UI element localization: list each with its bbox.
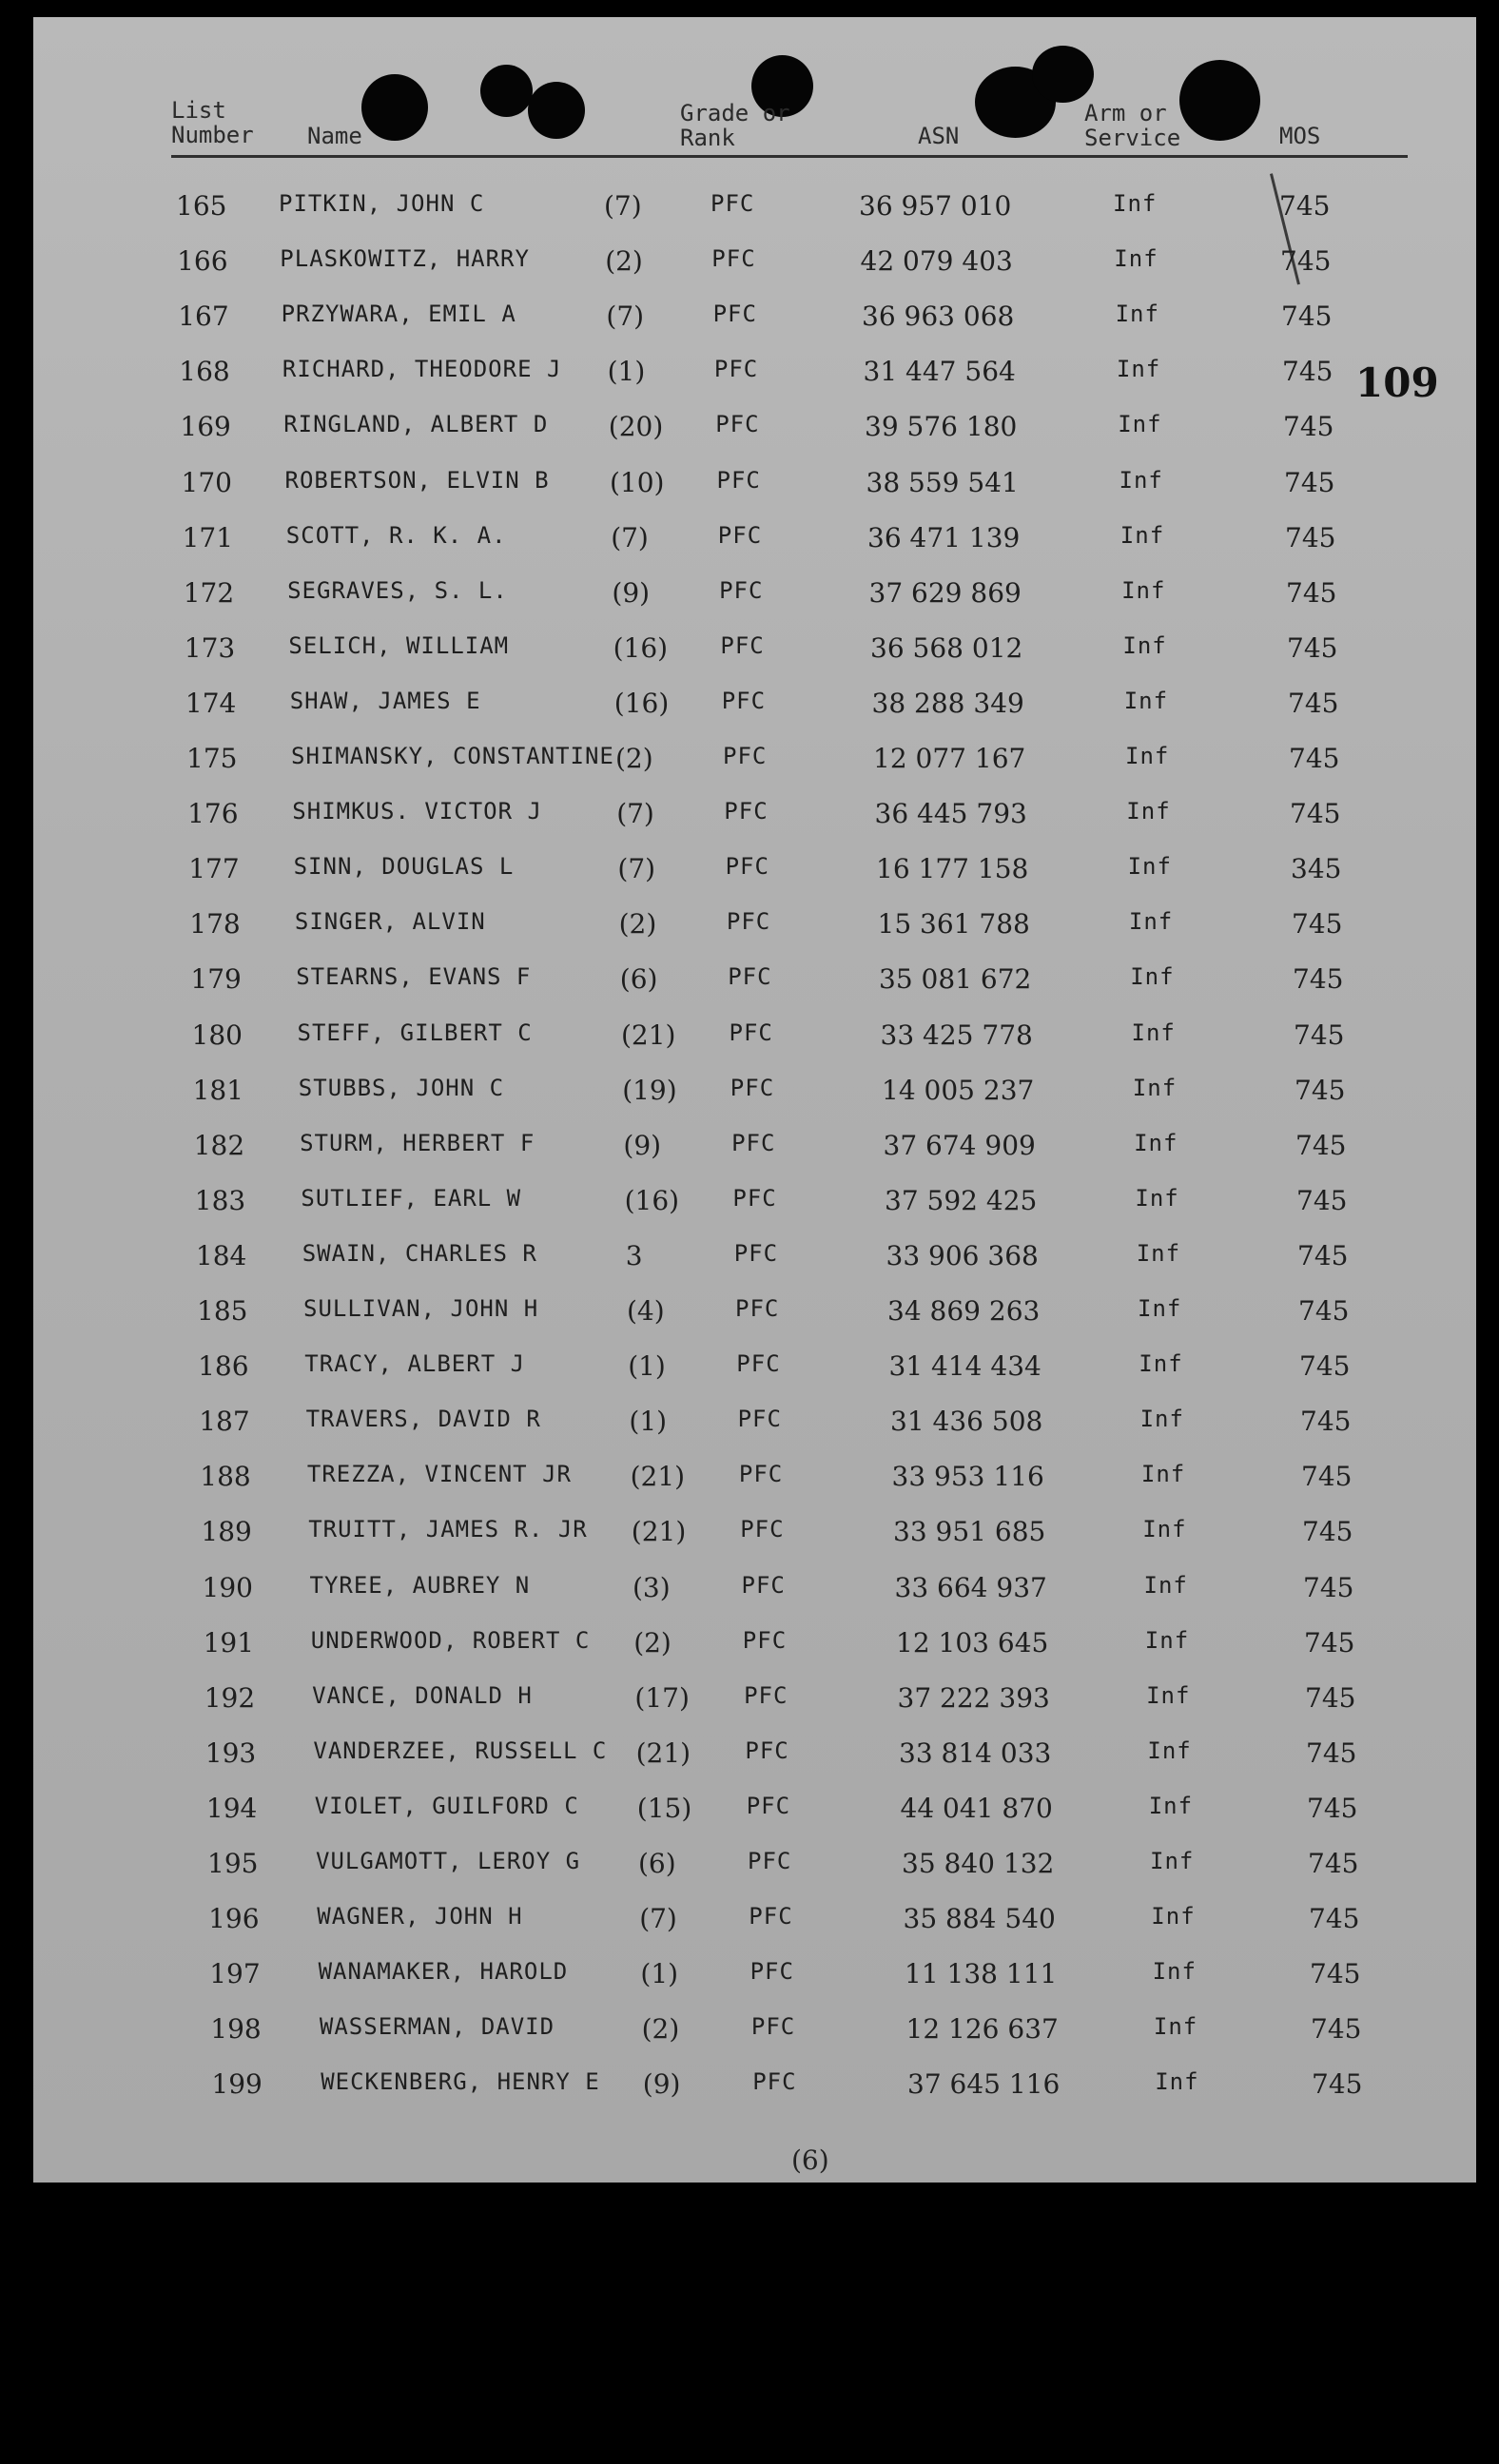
- group-number: (9): [623, 1129, 662, 1161]
- arm-of-service: Inf: [1113, 190, 1158, 217]
- header-asn: ASN: [918, 123, 960, 149]
- soldier-name: PLASKOWITZ, HARRY: [280, 245, 530, 273]
- roster-row: [33, 1130, 1476, 1185]
- asn: 33 906 368: [886, 1239, 1039, 1271]
- grade: PFC: [715, 411, 760, 438]
- list-number: 181: [192, 1074, 244, 1106]
- header-underline: [171, 155, 1408, 158]
- mos: 745: [1304, 1626, 1355, 1659]
- arm-of-service: Inf: [1134, 1129, 1178, 1156]
- roster-row: [33, 1075, 1476, 1130]
- grade: PFC: [729, 1019, 773, 1046]
- mos: 745: [1303, 1571, 1354, 1603]
- group-number: (7): [604, 190, 642, 222]
- list-number: 188: [200, 1461, 251, 1493]
- asn: 14 005 237: [882, 1074, 1035, 1106]
- arm-of-service: Inf: [1139, 1406, 1184, 1433]
- soldier-name: SULLIVAN, JOHN H: [303, 1295, 539, 1322]
- grade: PFC: [713, 356, 759, 383]
- asn: 35 884 540: [903, 1903, 1056, 1935]
- group-number: (16): [613, 687, 670, 719]
- soldier-name: SHIMKUS. VICTOR J: [292, 798, 542, 825]
- soldier-name: SCOTT, R. K. A.: [285, 521, 507, 549]
- grade: PFC: [735, 1295, 780, 1322]
- group-number: (1): [607, 356, 646, 388]
- soldier-name: WECKENBERG, HENRY E: [321, 2068, 600, 2096]
- soldier-name: WANAMAKER, HAROLD: [318, 1958, 569, 1986]
- mos: 745: [1288, 687, 1339, 719]
- arm-of-service: Inf: [1131, 1019, 1176, 1046]
- roster-row: [33, 963, 1476, 1019]
- arm-of-service: Inf: [1115, 301, 1159, 328]
- group-number: (1): [629, 1406, 668, 1438]
- header-mos: MOS: [1279, 123, 1321, 149]
- arm-of-service: Inf: [1153, 2013, 1198, 2041]
- soldier-name: STURM, HERBERT F: [300, 1129, 535, 1156]
- mos: 745: [1305, 1681, 1356, 1714]
- list-number: 184: [195, 1239, 247, 1271]
- group-number: (3): [633, 1571, 671, 1603]
- soldier-name: STEFF, GILBERT C: [297, 1019, 533, 1046]
- arm-of-service: Inf: [1144, 1626, 1190, 1654]
- asn: 12 077 167: [873, 743, 1026, 774]
- asn: 36 568 012: [870, 631, 1023, 664]
- arm-of-service: Inf: [1139, 1350, 1183, 1378]
- grade: PFC: [736, 1350, 781, 1378]
- asn: 37 592 425: [885, 1184, 1038, 1216]
- list-number: 197: [209, 1958, 261, 1990]
- punch-hole: [1032, 46, 1094, 103]
- asn: 37 222 393: [897, 1681, 1050, 1714]
- mos: 745: [1296, 1184, 1348, 1216]
- roster-row: [33, 1019, 1476, 1075]
- header-list-number: List Number: [171, 97, 254, 149]
- group-number: (7): [611, 521, 649, 553]
- grade: PFC: [725, 853, 769, 881]
- roster-row: [33, 798, 1476, 853]
- arm-of-service: Inf: [1155, 2068, 1199, 2096]
- roster-row: [33, 1627, 1476, 1682]
- mos: 745: [1280, 245, 1332, 278]
- list-number: 170: [181, 466, 232, 498]
- group-number: (6): [638, 1848, 676, 1879]
- arm-of-service: Inf: [1140, 1461, 1186, 1488]
- arm-of-service: Inf: [1146, 1681, 1191, 1709]
- mos: 745: [1295, 1129, 1347, 1161]
- soldier-name: SINN, DOUGLAS L: [293, 853, 515, 881]
- group-number: (2): [605, 245, 643, 278]
- arm-of-service: Inf: [1114, 245, 1158, 273]
- roster-row: [33, 356, 1476, 411]
- list-number: 193: [204, 1736, 257, 1769]
- grade: PFC: [737, 1406, 782, 1433]
- soldier-name: VIOLET, GUILFORD C: [314, 1792, 579, 1819]
- soldier-name: PITKIN, JOHN C: [279, 190, 485, 217]
- arm-of-service: Inf: [1130, 963, 1175, 991]
- grade: PFC: [726, 908, 771, 936]
- list-number: 169: [180, 411, 231, 443]
- roster-row: [33, 301, 1476, 356]
- asn: 35 840 132: [902, 1848, 1055, 1879]
- grade: PFC: [745, 1736, 789, 1764]
- arm-of-service: Inf: [1138, 1295, 1182, 1322]
- asn: 33 951 685: [893, 1516, 1046, 1548]
- mos: 745: [1292, 908, 1343, 941]
- arm-of-service: Inf: [1152, 1958, 1197, 1986]
- list-number: 168: [179, 356, 230, 388]
- mos: 745: [1306, 1736, 1357, 1769]
- arm-of-service: Inf: [1125, 743, 1170, 769]
- soldier-name: SHAW, JAMES E: [289, 687, 481, 714]
- asn: 11 138 111: [905, 1958, 1058, 1990]
- roster-page: [33, 17, 1476, 2183]
- roster-row: [33, 245, 1476, 301]
- mos: 745: [1299, 1350, 1351, 1383]
- mos: 745: [1290, 798, 1341, 830]
- asn: 33 814 033: [899, 1736, 1052, 1769]
- list-number: 176: [187, 798, 239, 830]
- soldier-name: SELICH, WILLIAM: [288, 631, 510, 659]
- soldier-name: SEGRAVES, S. L.: [287, 576, 508, 604]
- list-number: 192: [204, 1681, 256, 1714]
- group-number: (19): [622, 1074, 677, 1106]
- arm-of-service: Inf: [1116, 356, 1161, 383]
- group-number: (9): [642, 2068, 681, 2101]
- asn: 33 425 778: [880, 1019, 1033, 1051]
- roster-row: [33, 1903, 1476, 1958]
- grade: PFC: [719, 576, 764, 604]
- soldier-name: TRUITT, JAMES R. JR: [308, 1516, 588, 1543]
- soldier-name: RINGLAND, ALBERT D: [283, 411, 549, 438]
- grade: PFC: [741, 1571, 786, 1599]
- list-number: 175: [186, 743, 238, 774]
- soldier-name: SWAIN, CHARLES R: [302, 1239, 537, 1267]
- arm-of-service: Inf: [1143, 1571, 1188, 1599]
- group-number: (9): [612, 576, 651, 609]
- soldier-name: WAGNER, JOHN H: [317, 1903, 523, 1930]
- group-number: (7): [616, 798, 654, 830]
- mos: 745: [1297, 1239, 1349, 1271]
- soldier-name: ROBERTSON, ELVIN B: [284, 466, 550, 494]
- asn: 36 445 793: [874, 798, 1027, 830]
- group-number: (21): [621, 1019, 676, 1051]
- grade: PFC: [740, 1516, 785, 1543]
- grade: PFC: [728, 963, 772, 991]
- soldier-name: WASSERMAN, DAVID: [319, 2013, 555, 2041]
- punch-hole: [528, 82, 585, 139]
- mos: 745: [1310, 1958, 1361, 1990]
- asn: 38 288 349: [871, 687, 1024, 719]
- arm-of-service: Inf: [1119, 521, 1165, 549]
- arm-of-service: Inf: [1118, 411, 1162, 438]
- list-number: 179: [190, 963, 242, 996]
- grade: PFC: [716, 466, 761, 494]
- soldier-name: TRAVERS, DAVID R: [305, 1406, 541, 1433]
- grade: PFC: [720, 631, 765, 659]
- asn: 36 471 139: [867, 521, 1021, 553]
- arm-of-service: Inf: [1123, 687, 1169, 714]
- grade: PFC: [730, 1074, 775, 1101]
- mos: 745: [1289, 743, 1340, 774]
- soldier-name: SINGER, ALVIN: [294, 908, 486, 936]
- mos: 745: [1307, 1792, 1358, 1824]
- header-name: Name: [307, 123, 362, 149]
- group-number: (7): [639, 1903, 677, 1935]
- grade: PFC: [731, 1129, 776, 1156]
- grade: PFC: [721, 687, 767, 714]
- roster-row: [33, 190, 1476, 245]
- roster-row: [33, 632, 1476, 688]
- page-stamp: 109: [1355, 359, 1439, 406]
- roster-row: [33, 1682, 1476, 1737]
- roster-row: [33, 908, 1476, 963]
- arm-of-service: Inf: [1150, 1848, 1195, 1874]
- list-number: 171: [182, 521, 234, 553]
- grade: PFC: [711, 190, 755, 217]
- grade: PFC: [752, 2068, 797, 2096]
- group-number: (21): [630, 1461, 686, 1493]
- list-number: 180: [191, 1019, 243, 1051]
- group-number: (16): [613, 631, 669, 664]
- asn: 33 664 937: [894, 1571, 1047, 1603]
- arm-of-service: Inf: [1135, 1184, 1179, 1212]
- soldier-name: TREZZA, VINCENT JR: [306, 1461, 572, 1488]
- roster-row: [33, 1350, 1476, 1406]
- mos: 745: [1279, 190, 1331, 222]
- list-number: 177: [188, 853, 240, 885]
- asn: 12 126 637: [905, 2013, 1059, 2046]
- arm-of-service: Inf: [1122, 631, 1167, 659]
- asn: 44 041 870: [900, 1792, 1053, 1824]
- asn: 37 629 869: [868, 576, 1022, 609]
- list-number: 166: [177, 245, 228, 278]
- group-number: (20): [608, 411, 664, 443]
- list-number: 186: [198, 1350, 249, 1383]
- group-number: (17): [634, 1681, 690, 1714]
- arm-of-service: Inf: [1136, 1239, 1181, 1267]
- page-number: (6): [791, 2144, 829, 2176]
- roster-row: [33, 1185, 1476, 1240]
- arm-of-service: Inf: [1127, 853, 1172, 881]
- group-number: (1): [640, 1958, 679, 1990]
- list-number: 198: [210, 2013, 262, 2046]
- asn: 38 559 541: [866, 466, 1019, 498]
- mos: 745: [1308, 1848, 1359, 1879]
- grade: PFC: [749, 1903, 793, 1930]
- roster-row: [33, 522, 1476, 577]
- roster-row: [33, 411, 1476, 466]
- roster-row: [33, 1848, 1476, 1903]
- list-number: 173: [184, 631, 236, 664]
- mos: 745: [1300, 1406, 1352, 1438]
- list-number: 191: [203, 1626, 255, 1659]
- group-number: (2): [633, 1626, 672, 1659]
- asn: 36 957 010: [859, 190, 1012, 222]
- grade: PFC: [711, 245, 756, 273]
- group-number: (16): [624, 1184, 680, 1216]
- roster-row: [33, 1461, 1476, 1516]
- asn: 31 436 508: [890, 1406, 1043, 1438]
- grade: PFC: [717, 521, 763, 549]
- arm-of-service: Inf: [1142, 1516, 1187, 1543]
- roster-row: [33, 853, 1476, 908]
- mos: 745: [1309, 1903, 1360, 1935]
- group-number: (7): [617, 853, 656, 885]
- punch-hole: [1179, 60, 1260, 141]
- arm-of-service: Inf: [1148, 1792, 1194, 1819]
- group-number: (2): [618, 908, 657, 941]
- mos: 745: [1283, 411, 1334, 443]
- mos: 745: [1312, 2068, 1363, 2101]
- group-number: (2): [641, 2013, 680, 2046]
- list-number: 195: [207, 1848, 259, 1879]
- soldier-name: STEARNS, EVANS F: [296, 963, 532, 991]
- asn: 39 576 180: [865, 411, 1018, 443]
- asn: 31 447 564: [863, 356, 1016, 388]
- header-grade: Grade or Rank: [680, 100, 790, 152]
- list-number: 187: [199, 1406, 250, 1438]
- grade: PFC: [742, 1626, 788, 1654]
- soldier-name: VANCE, DONALD H: [312, 1681, 533, 1709]
- group-number: (2): [615, 743, 653, 774]
- group-number: (6): [619, 963, 658, 996]
- asn: 34 869 263: [887, 1295, 1041, 1327]
- group-number: (1): [628, 1350, 666, 1383]
- list-number: 178: [189, 908, 241, 941]
- list-number: 194: [205, 1792, 258, 1824]
- grade: PFC: [724, 798, 769, 825]
- mos: 345: [1291, 853, 1342, 885]
- soldier-name: RICHARD, THEODORE J: [282, 356, 562, 383]
- mos: 745: [1287, 631, 1338, 664]
- list-number: 165: [176, 190, 227, 222]
- mos: 745: [1294, 1019, 1345, 1051]
- arm-of-service: Inf: [1147, 1736, 1192, 1764]
- list-number: 174: [185, 687, 237, 719]
- arm-of-service: Inf: [1119, 466, 1163, 494]
- arm-of-service: Inf: [1128, 908, 1174, 936]
- mos: 745: [1282, 356, 1334, 388]
- asn: 35 081 672: [879, 963, 1032, 996]
- asn: 33 953 116: [891, 1461, 1044, 1493]
- roster-row: [33, 1737, 1476, 1793]
- grade: PFC: [748, 1848, 792, 1874]
- roster-row: [33, 1572, 1476, 1627]
- grade: PFC: [750, 2013, 796, 2041]
- asn: 12 103 645: [896, 1626, 1049, 1659]
- mos: 745: [1285, 521, 1336, 553]
- list-number: 182: [193, 1129, 245, 1161]
- group-number: 3: [625, 1239, 643, 1271]
- list-number: 167: [178, 301, 229, 333]
- asn: 37 645 116: [907, 2068, 1061, 2101]
- soldier-name: SUTLIEF, EARL W: [301, 1184, 522, 1212]
- asn: 37 674 909: [883, 1129, 1036, 1161]
- roster-row: [33, 1958, 1476, 2013]
- roster-row: [33, 688, 1476, 743]
- group-number: (15): [636, 1792, 692, 1824]
- arm-of-service: Inf: [1121, 576, 1166, 604]
- mos: 745: [1281, 301, 1333, 333]
- roster-row: [33, 2068, 1476, 2124]
- punch-hole: [480, 65, 533, 117]
- group-number: (21): [631, 1516, 687, 1548]
- list-number: 199: [211, 2068, 263, 2101]
- punch-hole: [361, 74, 428, 141]
- asn: 16 177 158: [876, 853, 1029, 885]
- soldier-name: VULGAMOTT, LEROY G: [316, 1848, 581, 1874]
- asn: 31 414 434: [888, 1350, 1042, 1383]
- arm-of-service: Inf: [1132, 1074, 1178, 1101]
- group-number: (4): [627, 1295, 665, 1327]
- group-number: (10): [610, 466, 665, 498]
- roster-row: [33, 2013, 1476, 2068]
- soldier-name: VANDERZEE, RUSSELL C: [313, 1736, 608, 1764]
- roster-row: [33, 1516, 1476, 1571]
- soldier-name: TRACY, ALBERT J: [304, 1350, 526, 1378]
- list-number: 190: [202, 1571, 253, 1603]
- list-number: 196: [208, 1903, 260, 1935]
- list-number: 183: [194, 1184, 246, 1216]
- list-number: 185: [197, 1295, 248, 1327]
- roster-row: [33, 1793, 1476, 1848]
- list-number: 172: [183, 576, 235, 609]
- mos: 745: [1295, 1074, 1346, 1106]
- arm-of-service: Inf: [1151, 1903, 1196, 1930]
- mos: 745: [1286, 576, 1337, 609]
- roster-row: [33, 743, 1476, 798]
- grade: PFC: [732, 1184, 777, 1212]
- group-number: (7): [606, 301, 645, 333]
- mos: 745: [1311, 2013, 1362, 2046]
- soldier-name: SHIMANSKY, CONSTANTINE: [291, 743, 614, 769]
- asn: 15 361 788: [877, 908, 1030, 941]
- soldier-name: STUBBS, JOHN C: [298, 1074, 505, 1101]
- mos: 745: [1301, 1461, 1353, 1493]
- soldier-name: PRZYWARA, EMIL A: [281, 301, 516, 328]
- asn: 36 963 068: [862, 301, 1015, 333]
- soldier-name: UNDERWOOD, ROBERT C: [310, 1626, 591, 1654]
- roster-row: [33, 1295, 1476, 1350]
- roster-row: [33, 467, 1476, 522]
- grade: PFC: [733, 1239, 779, 1267]
- grade: PFC: [750, 1958, 794, 1986]
- soldier-name: TYREE, AUBREY N: [309, 1571, 531, 1599]
- mos: 745: [1302, 1516, 1353, 1548]
- grade: PFC: [746, 1792, 791, 1819]
- mos: 745: [1298, 1295, 1350, 1327]
- roster-row: [33, 1240, 1476, 1295]
- grade: PFC: [738, 1461, 784, 1488]
- mos: 745: [1293, 963, 1344, 996]
- roster-row: [33, 577, 1476, 632]
- grade: PFC: [712, 301, 757, 328]
- mos: 745: [1284, 466, 1335, 498]
- grade: PFC: [744, 1681, 788, 1709]
- asn: 42 079 403: [860, 245, 1013, 278]
- roster-row: [33, 1406, 1476, 1461]
- header-arm: Arm or Service: [1084, 100, 1181, 152]
- arm-of-service: Inf: [1126, 798, 1171, 825]
- grade: PFC: [723, 743, 768, 769]
- group-number: (21): [635, 1736, 691, 1769]
- list-number: 189: [201, 1516, 252, 1548]
